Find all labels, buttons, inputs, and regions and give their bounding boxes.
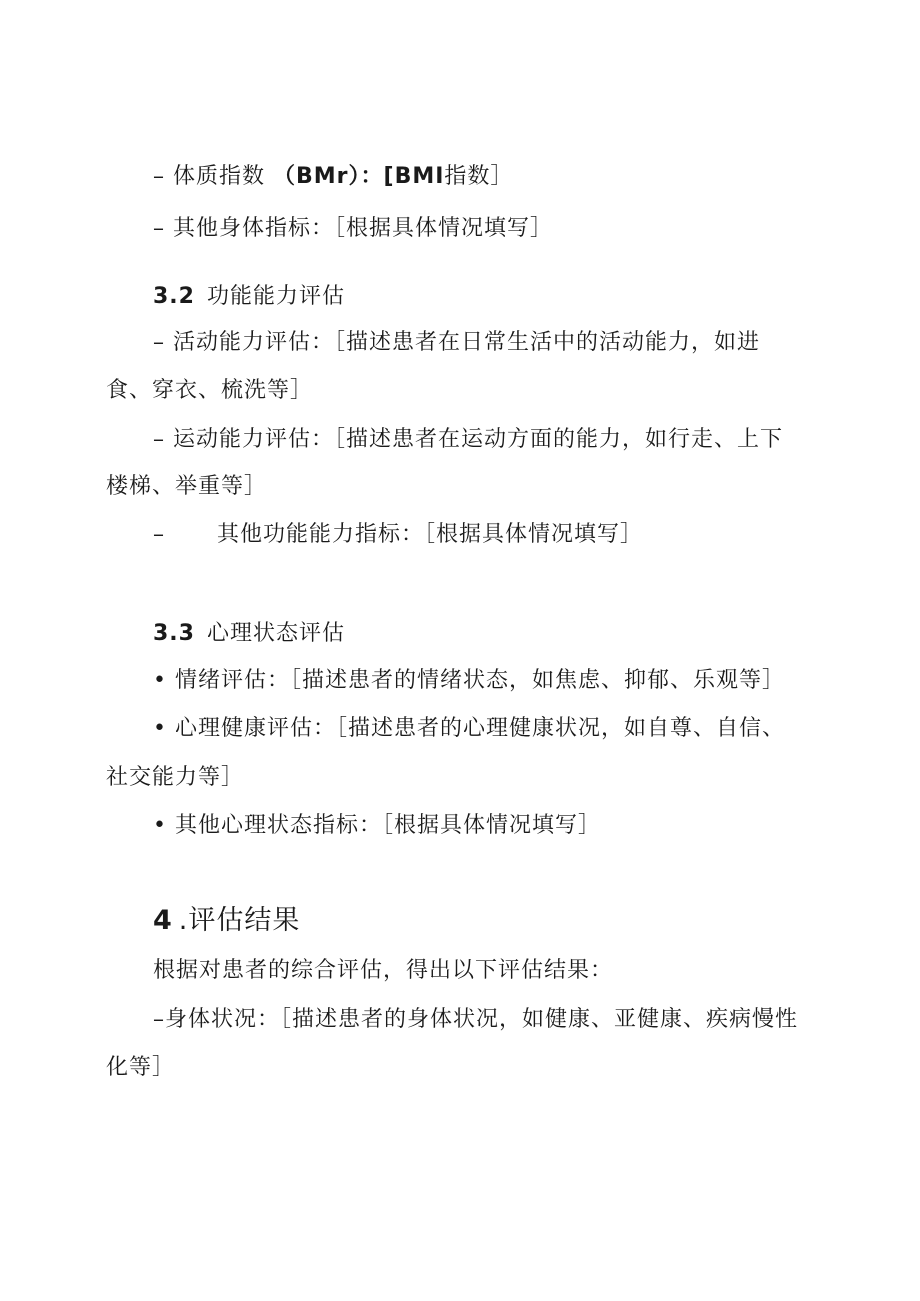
bmi-prefix: – 体质指数 xyxy=(153,164,265,189)
section-3-2-heading xyxy=(153,282,345,312)
motor-assessment-line1: – 运动能力评估：［描述患者在运动方面的能力，如行走、上下 xyxy=(153,427,783,452)
results-intro: 根据对患者的综合评估，得出以下评估结果： xyxy=(153,958,614,983)
other-mental-indicators: • 其他心理状态指标：［根据具体情况填写］ xyxy=(153,813,601,838)
activity-assessment-line1: – 活动能力评估：［描述患者在日常生活中的活动能力，如进 xyxy=(153,330,760,355)
section-4-heading xyxy=(153,904,300,938)
section-number: 4 xyxy=(153,905,173,936)
section-number: 3.3 xyxy=(153,621,195,646)
other-function-text: 其他功能能力指标：［根据具体情况填写］ xyxy=(217,522,644,547)
mental-health-line1: • 心理健康评估：［描述患者的心理健康状况，如自尊、自信、 xyxy=(153,716,785,741)
motor-assessment-line2: 楼梯、举重等］ xyxy=(106,474,268,499)
section-title: .评估结果 xyxy=(178,905,301,936)
section-3-3-heading xyxy=(153,619,345,649)
bmi-line xyxy=(153,162,513,192)
activity-assessment-line2: 食、穿衣、梳洗等］ xyxy=(106,378,314,403)
other-body-indicators: – 其他身体指标：［根据具体情况填写］ xyxy=(153,216,553,241)
mental-health-line2: 社交能力等］ xyxy=(106,765,245,790)
physical-status-line1: –身体状况：［描述患者的身体状况，如健康、亚健康、疾病慢性 xyxy=(153,1007,799,1032)
section-title: 功能能力评估 xyxy=(206,284,345,309)
section-number: 3.2 xyxy=(153,284,195,309)
physical-status-line2: 化等］ xyxy=(106,1055,176,1080)
bmi-suffix: 指数］ xyxy=(444,164,514,189)
other-function-indicators xyxy=(153,520,643,550)
emotion-assessment: • 情绪评估：［描述患者的情绪状态，如焦虑、抑郁、乐观等］ xyxy=(153,668,785,693)
section-title: 心理状态评估 xyxy=(206,621,345,646)
bmi-bold: （BMr）：[BMI xyxy=(273,164,445,189)
dash-marker: – xyxy=(153,522,165,547)
